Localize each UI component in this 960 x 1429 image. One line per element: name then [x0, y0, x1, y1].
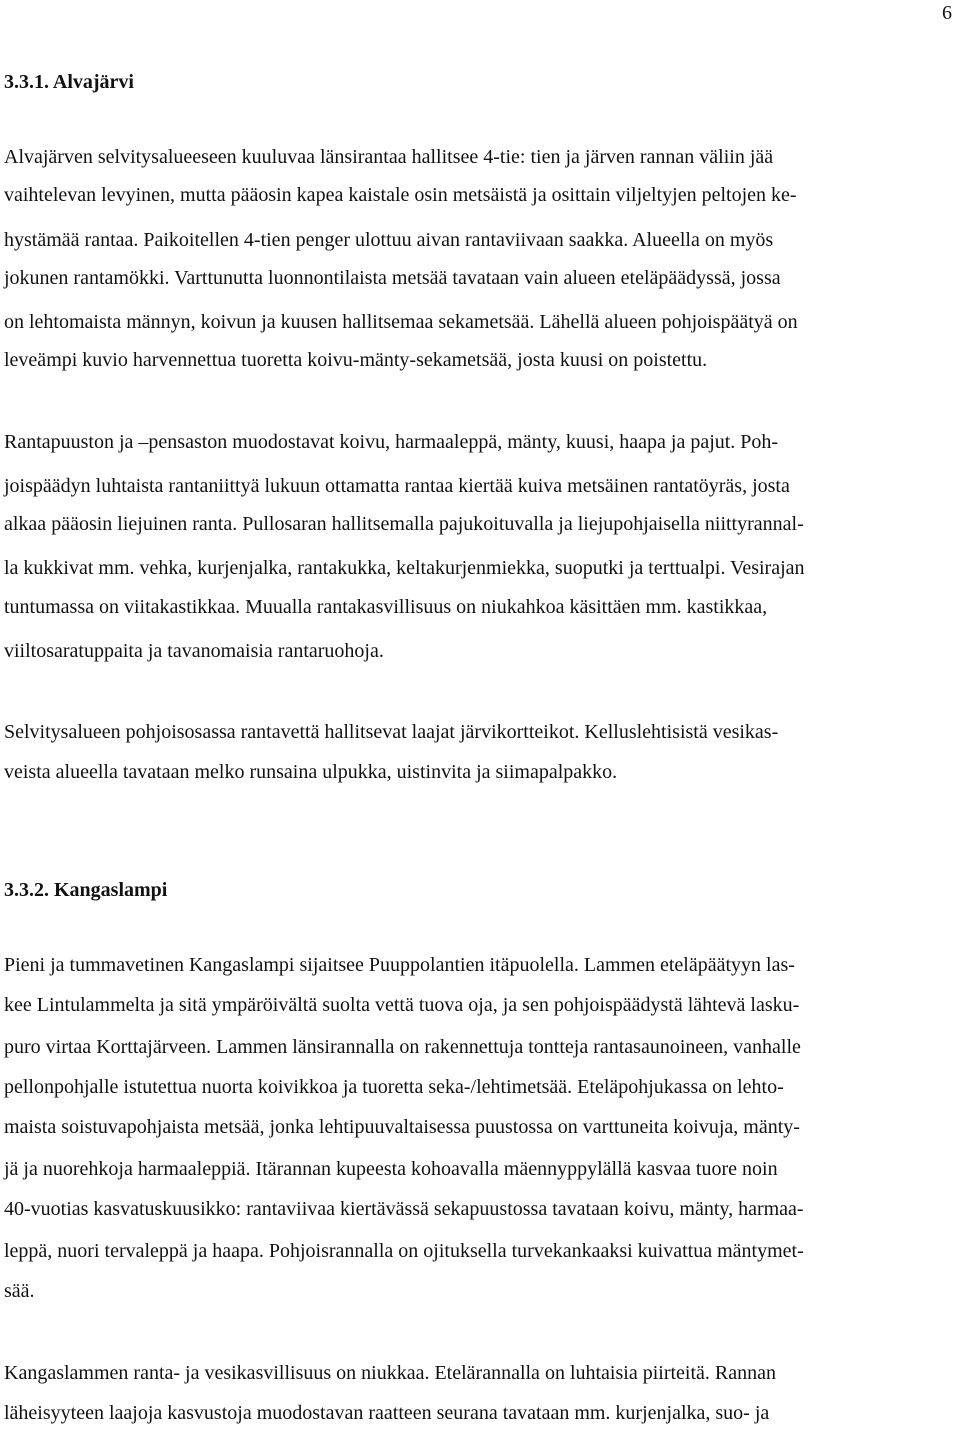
- text-line: la kukkivat mm. vehka, kurjenjalka, rantakukka, keltakurjenmiekka, suoputki ja terttualpi. Vesirajan: [4, 557, 805, 579]
- text-line: alkaa pääosin liejuinen ranta. Pullosaran hallitsemalla pajukoituvalla ja liejupohjaisella niittyrannal-: [4, 513, 804, 535]
- text-line: puro virtaa Korttajärveen. Lammen länsirannalla on rakennettuja tontteja rantasaunoineen, vanhalle: [4, 1036, 801, 1058]
- text-line: maista soistuvapohjaista metsää, jonka lehtipuuvaltaisessa puustossa on varttuneita koivuja, mänty-: [4, 1116, 800, 1138]
- page-number: 6: [942, 2, 952, 24]
- text-line: Rantapuuston ja –pensaston muodostavat koivu, harmaaleppä, mänty, kuusi, haapa ja pajut. Poh-: [4, 431, 779, 453]
- text-line: 40-vuotias kasvatuskuusikko: rantaviivaa kiertävässä sekapuustossa tavataan koivu, mänty, harmaa-: [4, 1198, 804, 1220]
- section-heading-kangaslampi: 3.3.2. Kangaslampi: [4, 879, 168, 901]
- text-line: leppä, nuori tervaleppä ja haapa. Pohjoisrannalla on ojituksella turvekankaaksi kuivattua mäntymet-: [4, 1240, 804, 1262]
- text-line: hystämää rantaa. Paikoitellen 4-tien penger ulottuu aivan rantaviivaan saakka. Alueella on myös: [4, 229, 774, 251]
- text-line: Selvitysalueen pohjoisosassa rantavettä hallitsevat laajat järvikortteikot. Kelluslehtisistä vesikas-: [4, 721, 779, 743]
- text-line: viiltosaratuppaita ja tavanomaisia rantaruohoja.: [4, 640, 384, 662]
- section-heading-alvajarvi: 3.3.1. Alvajärvi: [4, 71, 134, 93]
- text-line: jä ja nuorehkoja harmaaleppiä. Itärannan kupeesta kohoavalla mäennyppylällä kasvaa tuore noin: [4, 1158, 778, 1180]
- text-line: on lehtomaista männyn, koivun ja kuusen hallitsemaa sekametsää. Lähellä alueen pohjoispäätyä on: [4, 311, 798, 333]
- text-line: Kangaslammen ranta- ja vesikasvillisuus on niukkaa. Etelärannalla on luhtaisia piirteitä. Rannan: [4, 1362, 776, 1384]
- text-line: Alvajärven selvitysalueeseen kuuluvaa länsirantaa hallitsee 4-tie: tien ja järven rannan väliin jää: [4, 146, 774, 168]
- text-line: joispäädyn luhtaista rantaniittyä lukuun ottamatta rantaa kiertää kuiva metsäinen rantatöyräs, josta: [4, 475, 790, 497]
- text-line: kee Lintulammelta ja sitä ympäröivältä suolta vettä tuova oja, ja sen pohjoispäädystä lähtevä lasku-: [4, 994, 800, 1016]
- text-line: läheisyyteen laajoja kasvustoja muodostavan raatteen seurana tavataan mm. kurjenjalka, suo- ja: [4, 1402, 770, 1424]
- text-line: leveämpi kuvio harvennettua tuoretta koivu-mänty-sekametsää, josta kuusi on poistettu.: [4, 349, 708, 371]
- text-line: veista alueella tavataan melko runsaina ulpukka, uistinvita ja siimapalpakko.: [4, 761, 618, 783]
- text-line: pellonpohjalle istutettua nuorta koivikkoa ja tuoretta seka-/lehtimetsää. Eteläpohjukassa on lehto-: [4, 1076, 784, 1098]
- text-line: jokunen rantamökki. Varttunutta luonnontilaista metsää tavataan vain alueen eteläpäädyssä, jossa: [4, 267, 781, 289]
- text-line: sää.: [4, 1280, 35, 1302]
- text-line: Pieni ja tummavetinen Kangaslampi sijaitsee Puuppolantien itäpuolella. Lammen eteläpäätyyn las-: [4, 954, 795, 976]
- text-line: tuntumassa on viitakastikkaa. Muualla rantakasvillisuus on niukahkoa käsittäen mm. kastikkaa,: [4, 596, 768, 618]
- text-line: vaihtelevan levyinen, mutta pääosin kapea kaistale osin metsäistä ja osittain viljeltyjen peltojen ke-: [4, 184, 797, 206]
